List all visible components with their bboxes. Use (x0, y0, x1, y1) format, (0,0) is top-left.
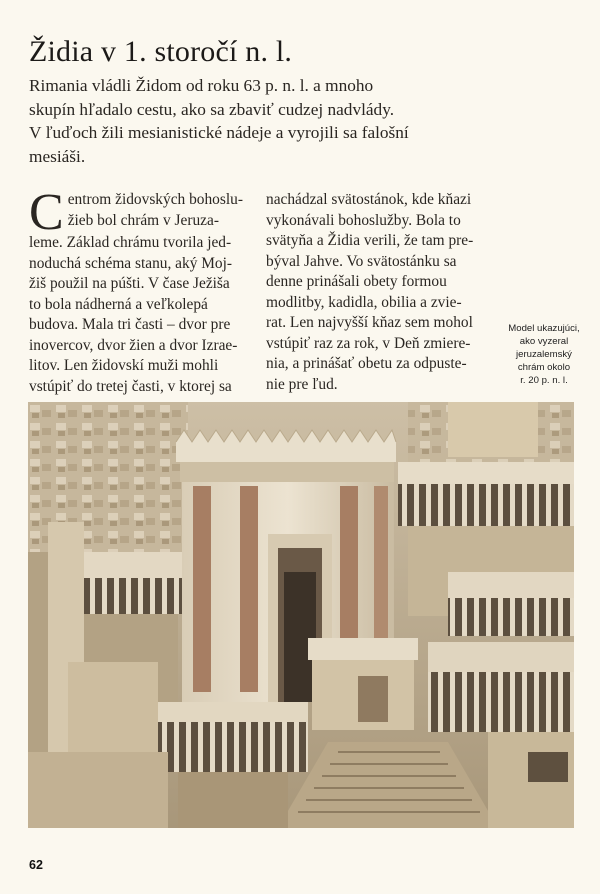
intro-line: Rimania vládli Židom od roku 63 p. n. l. a mnoho (29, 76, 374, 95)
intro-paragraph (29, 74, 484, 168)
body-line: budova. Mala tri časti – dvor pre (29, 316, 231, 334)
temple-model-photo (28, 402, 574, 828)
body-column-right (266, 190, 491, 395)
temple-model-illustration (28, 402, 574, 828)
inner-court-wall (158, 702, 308, 722)
porch-gate (358, 676, 388, 722)
body-line: svätyňa a Židia verili, že tam pre- (266, 232, 474, 250)
temple-doorway (284, 572, 316, 702)
temple-column (193, 486, 211, 692)
body-line: denne prinášali obety formou (266, 273, 447, 291)
body-line: vykonávali bohoslužby. Bola to (266, 211, 461, 229)
body-line: nia, a prinášať obetu za odpuste- (266, 355, 467, 373)
colonnade-roof-right (398, 462, 574, 484)
intro-line: V ľuďoch žili mesianistické nádeje a vyrojili sa falošní (29, 123, 409, 142)
colonnade-right (398, 484, 574, 526)
drop-cap-paragraph-start (29, 184, 254, 241)
temple-frieze (180, 462, 394, 482)
body-line: žieb bol chrám v Jeruza- (67, 211, 219, 229)
lower-court (178, 772, 288, 828)
page-title: Židia v 1. storočí n. l. (29, 35, 293, 68)
photo-caption (498, 322, 590, 387)
outer-colonnade-right (428, 672, 574, 732)
page-number: 62 (29, 858, 43, 872)
body-line: inovercov, dvor žien a dvor Izrae- (29, 336, 238, 354)
body-line: entrom židovských bohoslu- (67, 191, 243, 208)
body-line: to bola nádherná a veľkolepá (29, 295, 208, 313)
colonnade-left (68, 578, 183, 614)
wall-left-top (68, 552, 183, 578)
body-line: žiš použil na púšti. V čase Ježiša (29, 275, 230, 293)
body-line: nachádzal svätostánok, kde kňazi (266, 191, 472, 208)
body-line: modlitby, kadidla, obilia a zvie- (266, 293, 462, 311)
caption-line: r. 20 p. n. l. (520, 375, 568, 386)
body-line: leme. Základ chrámu tvorila jed- (29, 234, 232, 251)
inner-court-colonnade (158, 722, 308, 772)
temple-cornice (176, 442, 396, 462)
body-line: noduchá schéma stanu, aký Moj- (29, 254, 233, 272)
body-line: býval Jahve. Vo svätostánku sa (266, 252, 457, 270)
body-line: litov. Len židovskí muži mohli (29, 357, 219, 375)
colonnade-lower (448, 598, 574, 636)
body-line: rat. Len najvyšší kňaz sem mohol (266, 314, 473, 332)
intro-line: skupín hľadalo cestu, ako sa zbaviť cudzej nadvlády. (29, 99, 395, 119)
body-line: vstúpiť do tretej časti, v ktorej sa (29, 377, 232, 395)
lower-left-buildings (28, 752, 168, 828)
caption-line: jeruzalemský (516, 349, 572, 360)
tower-building (448, 402, 538, 457)
caption-line: chrám okolo (517, 362, 571, 373)
body-line: nie pre ľud. (266, 375, 338, 393)
corner-arch (528, 752, 568, 782)
drop-cap: C (29, 184, 64, 241)
intro-line: mesiáši. (29, 146, 86, 166)
body-column-left (29, 184, 254, 397)
colonnade-roof-lower (448, 572, 574, 598)
body-line: vstúpiť raz za rok, v Deň zmiere- (266, 334, 471, 352)
outer-wall-right (428, 642, 574, 672)
porch-roof (308, 638, 418, 660)
caption-line: Model ukazujúci, (508, 323, 580, 334)
caption-line: ako vyzeral (519, 336, 569, 347)
temple-column (240, 486, 258, 692)
